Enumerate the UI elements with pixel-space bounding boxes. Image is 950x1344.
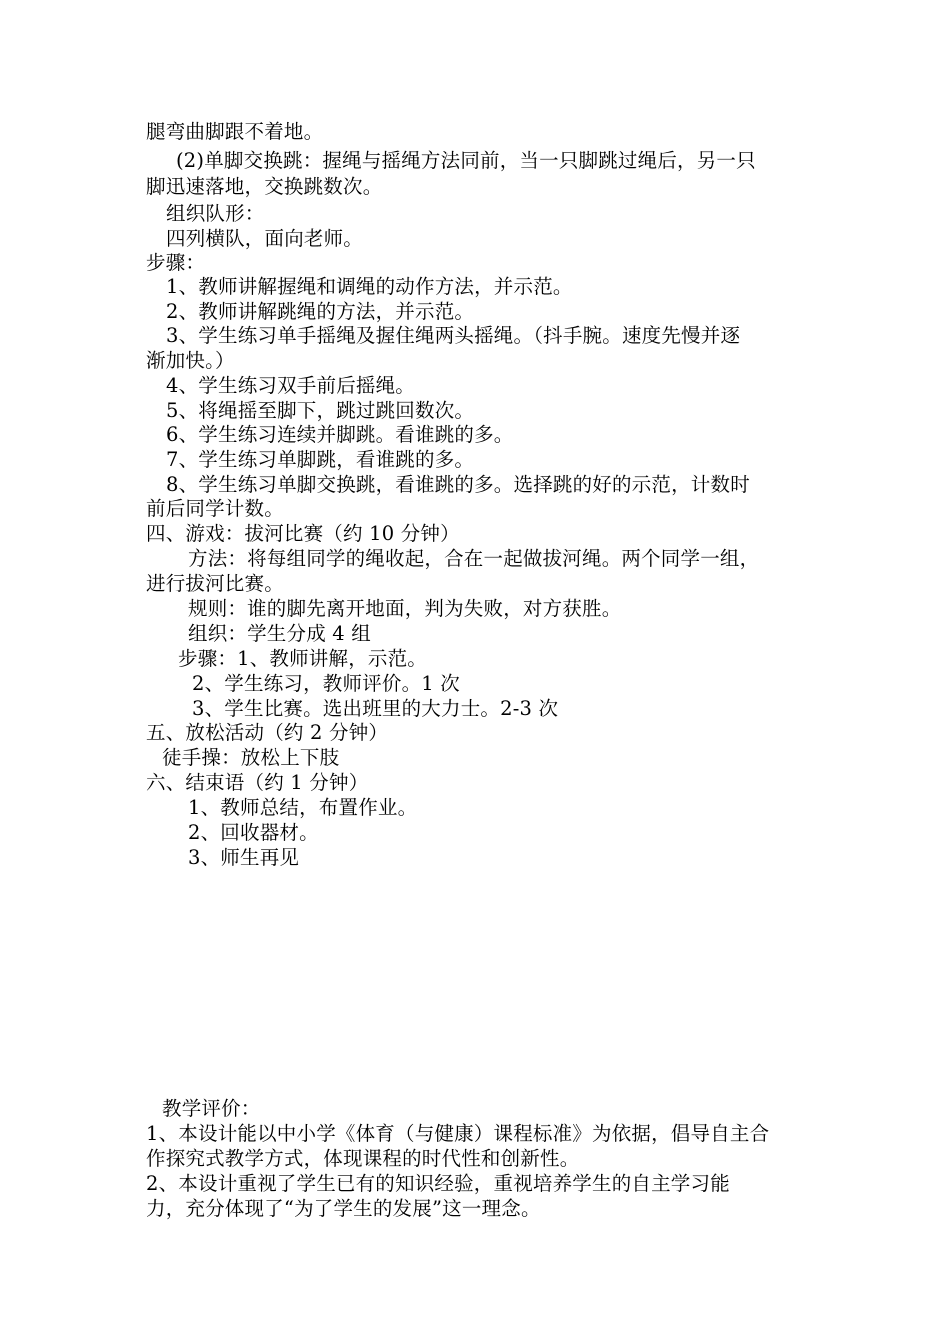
- text-line: 1、本设计能以中小学《体育（与健康）课程标准》为依据，倡导自主合: [146, 1122, 770, 1145]
- text-line: 2、学生练习，教师评价。1 次: [192, 672, 461, 695]
- text-line: 6、学生练习连续并脚跳。看谁跳的多。: [166, 423, 514, 446]
- text-line: 7、学生练习单脚跳，看谁跳的多。: [166, 448, 475, 471]
- section-heading: 五、放松活动（约 2 分钟）: [146, 721, 389, 744]
- text-line: 4、学生练习双手前后摇绳。: [166, 374, 416, 397]
- text-line: 组织：学生分成 4 组: [188, 622, 372, 645]
- text-line: 2、回收器材。: [188, 821, 319, 844]
- text-line: 1、教师总结，布置作业。: [188, 796, 418, 819]
- text-line: 3、学生比赛。选出班里的大力士。2-3 次: [192, 697, 559, 720]
- text-line: 方法：将每组同学的绳收起，合在一起做拔河绳。两个同学一组，: [188, 547, 760, 570]
- text-line: 步骤：1、教师讲解，示范。: [178, 647, 428, 670]
- text-line: 步骤：: [146, 251, 206, 274]
- text-line: 作探究式教学方式，体现课程的时代性和创新性。: [146, 1147, 580, 1170]
- text-line: (2)单脚交换跳：握绳与摇绳方法同前，当一只脚跳过绳后，另一只: [176, 149, 756, 172]
- text-line: 脚迅速落地，交换跳数次。: [146, 175, 383, 198]
- text-line: 3、师生再见: [188, 846, 300, 869]
- text-line: 组织队形：: [166, 202, 265, 225]
- text-line: 3、学生练习单手摇绳及握住绳两头摇绳。（抖手腕。速度先慢并逐: [166, 324, 741, 347]
- section-heading: 六、结束语（约 1 分钟）: [146, 771, 369, 794]
- section-heading: 四、游戏：拔河比赛（约 10 分钟）: [146, 522, 460, 545]
- text-line: 力，充分体现了“为了学生的发展”这一理念。: [146, 1197, 541, 1220]
- text-line: 1、教师讲解握绳和调绳的动作方法，并示范。: [166, 275, 573, 298]
- text-line: 渐加快。）: [146, 349, 235, 372]
- text-line: 规则：谁的脚先离开地面，判为失败，对方获胜。: [188, 597, 622, 620]
- text-line: 进行拔河比赛。: [146, 572, 284, 595]
- text-line: 腿弯曲脚跟不着地。: [146, 120, 324, 143]
- text-line: 2、本设计重视了学生已有的知识经验，重视培养学生的自主学习能: [146, 1172, 730, 1195]
- evaluation-heading: 教学评价：: [162, 1097, 261, 1120]
- text-line: 前后同学计数。: [146, 497, 284, 520]
- text-line: 徒手操：放松上下肢: [162, 746, 340, 769]
- text-line: 8、学生练习单脚交换跳，看谁跳的多。选择跳的好的示范，计数时: [166, 473, 750, 496]
- text-line: 5、将绳摇至脚下，跳过跳回数次。: [166, 399, 475, 422]
- text-line: 四列横队，面向老师。: [166, 227, 364, 250]
- text-line: 2、教师讲解跳绳的方法，并示范。: [166, 300, 475, 323]
